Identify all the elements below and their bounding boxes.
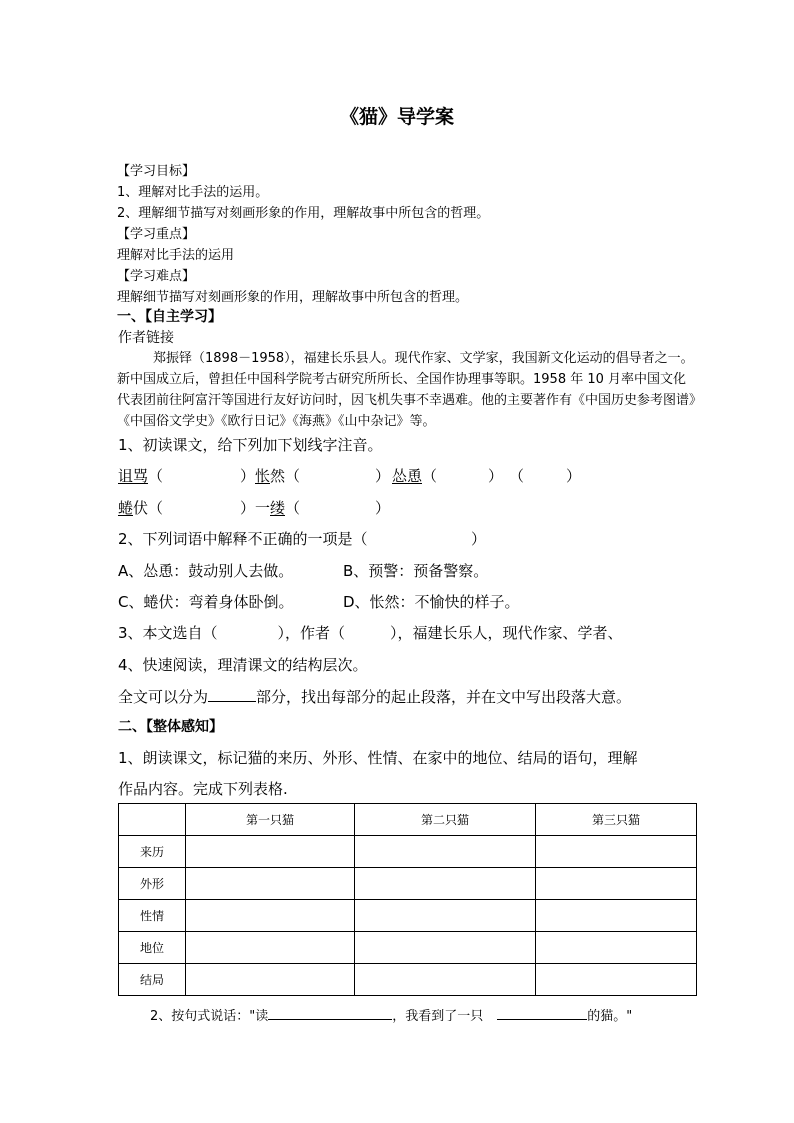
word-songyong-close: ） — [488, 467, 504, 485]
sentence-pattern-pre: 2、按句式说话："读 — [150, 1009, 269, 1024]
author-paragraph: 郑振铎（1898－1958），福建长乐县人。现代作家、文学家，我国新文化运动的倡导者之一。新中国成立后，曾担任中国科学院考古研究所所长、全国作协理事等职。1958 年 10 月率中国文化代表团前往阿富汗等国进行友好访问时，因飞机失事不幸遇难。他的主要著作有《中国历史参考图谱》《中国俗文学史》《欧行日记》《海燕》《山中杂记》等。 — [117, 351, 696, 429]
underline-quan — [118, 515, 133, 516]
row-label: 地位 — [119, 932, 186, 964]
question-2: 2、下列词语中解释不正确的一项是（ — [118, 530, 368, 548]
underline-songyong — [392, 483, 422, 484]
difficulties-text: 理解细节描写对刻画形象的作用，理解故事中所包含的哲理。 — [117, 290, 469, 305]
cat-description-blank[interactable] — [497, 1005, 587, 1020]
answer-cell[interactable] — [536, 900, 697, 932]
word-yilv-close: ） — [375, 499, 391, 517]
question-3: 3、本文选自（ ），作者（ ），福建长乐人，现代作家、学者、 — [118, 624, 623, 642]
answer-cell[interactable] — [355, 900, 536, 932]
row-label: 外形 — [119, 868, 186, 900]
word-songyong-b: （ — [509, 467, 525, 485]
sentence-pattern-post: 的猫。" — [587, 1009, 633, 1024]
table-header-cell — [119, 804, 186, 836]
table-row — [119, 900, 697, 932]
word-songyong: 怂恿（ — [392, 467, 438, 485]
option-b: B、预警：预备警察。 — [343, 562, 489, 580]
word-quanfu-close: ） — [240, 499, 256, 517]
underline-lv — [270, 515, 285, 516]
table-header-cell: 第二只猫 — [355, 804, 536, 836]
structure-line-post: 部分，找出每部分的起止段落，并在文中写出段落大意。 — [256, 688, 632, 706]
word-songyong-b-close: ） — [566, 467, 582, 485]
answer-cell[interactable] — [355, 836, 536, 868]
section2-heading: 二、【整体感知】 — [118, 719, 223, 735]
sentence-pattern-mid: ，我看到了一只 — [392, 1009, 484, 1024]
goal-item-1: 1、理解对比手法的运用。 — [117, 185, 269, 200]
reading-answer-blank[interactable] — [268, 1005, 392, 1020]
question-2-close: ） — [471, 530, 487, 548]
answer-cell[interactable] — [536, 964, 697, 996]
page-title: 《猫》导学案 — [339, 106, 454, 128]
table-row — [119, 868, 697, 900]
row-label: 结局 — [119, 964, 186, 996]
row-label: 来历 — [119, 836, 186, 868]
table-header-cell: 第三只猫 — [536, 804, 697, 836]
key-points-heading: 【学习重点】 — [117, 227, 196, 242]
difficulties-heading: 【学习难点】 — [117, 269, 196, 284]
word-quanfu: 蜷伏（ — [118, 499, 164, 517]
word-changran: 怅然（ — [255, 467, 301, 485]
author-link-heading: 作者链接 — [118, 330, 174, 346]
question-4: 4、快速阅读，理清课文的结构层次。 — [118, 656, 368, 674]
goals-heading: 【学习目标】 — [117, 164, 196, 179]
section2-question-1-line2: 作品内容。完成下列表格. — [118, 780, 288, 798]
table-row — [119, 964, 697, 996]
answer-cell[interactable] — [536, 932, 697, 964]
option-a: A、怂恿：鼓动别人去做。 — [118, 562, 294, 580]
answer-cell[interactable] — [186, 964, 355, 996]
goal-item-2: 2、理解细节描写对刻画形象的作用，理解故事中所包含的哲理。 — [117, 206, 490, 221]
answer-cell[interactable] — [186, 932, 355, 964]
answer-cell[interactable] — [186, 900, 355, 932]
word-zuma: 诅骂（ — [118, 467, 164, 485]
table-header-row — [119, 804, 697, 836]
cat-comparison-table — [118, 803, 697, 996]
section1-heading: 一、【自主学习】 — [117, 309, 222, 325]
table-header-cell: 第一只猫 — [186, 804, 355, 836]
answer-cell[interactable] — [355, 868, 536, 900]
key-points-text: 理解对比手法的运用 — [117, 248, 235, 263]
answer-cell[interactable] — [355, 964, 536, 996]
section2-question-1-line1: 1、朗读课文，标记猫的来历、外形、性情、在家中的地位、结局的语句，理解 — [118, 749, 638, 767]
answer-cell[interactable] — [536, 836, 697, 868]
word-changran-close: ） — [375, 467, 391, 485]
answer-cell[interactable] — [355, 932, 536, 964]
word-zuma-close: ） — [240, 467, 256, 485]
underline-zu — [118, 483, 148, 484]
sentence-pattern-question — [150, 1005, 632, 1024]
answer-cell[interactable] — [536, 868, 697, 900]
underline-chang — [255, 483, 270, 484]
question-4-structure-line — [118, 686, 631, 707]
word-yilv: 一缕（ — [255, 499, 301, 517]
table-row — [119, 836, 697, 868]
answer-cell[interactable] — [186, 868, 355, 900]
row-label: 性情 — [119, 900, 186, 932]
answer-cell[interactable] — [186, 836, 355, 868]
option-c: C、蜷伏：弯着身体卧倒。 — [118, 593, 294, 611]
option-d: D、怅然：不愉快的样子。 — [343, 593, 520, 611]
table-row — [119, 932, 697, 964]
structure-line-pre: 全文可以分为 — [118, 688, 209, 706]
question-1: 1、初读课文，给下列加下划线字注音。 — [118, 436, 383, 454]
parts-answer-blank[interactable] — [208, 687, 256, 702]
